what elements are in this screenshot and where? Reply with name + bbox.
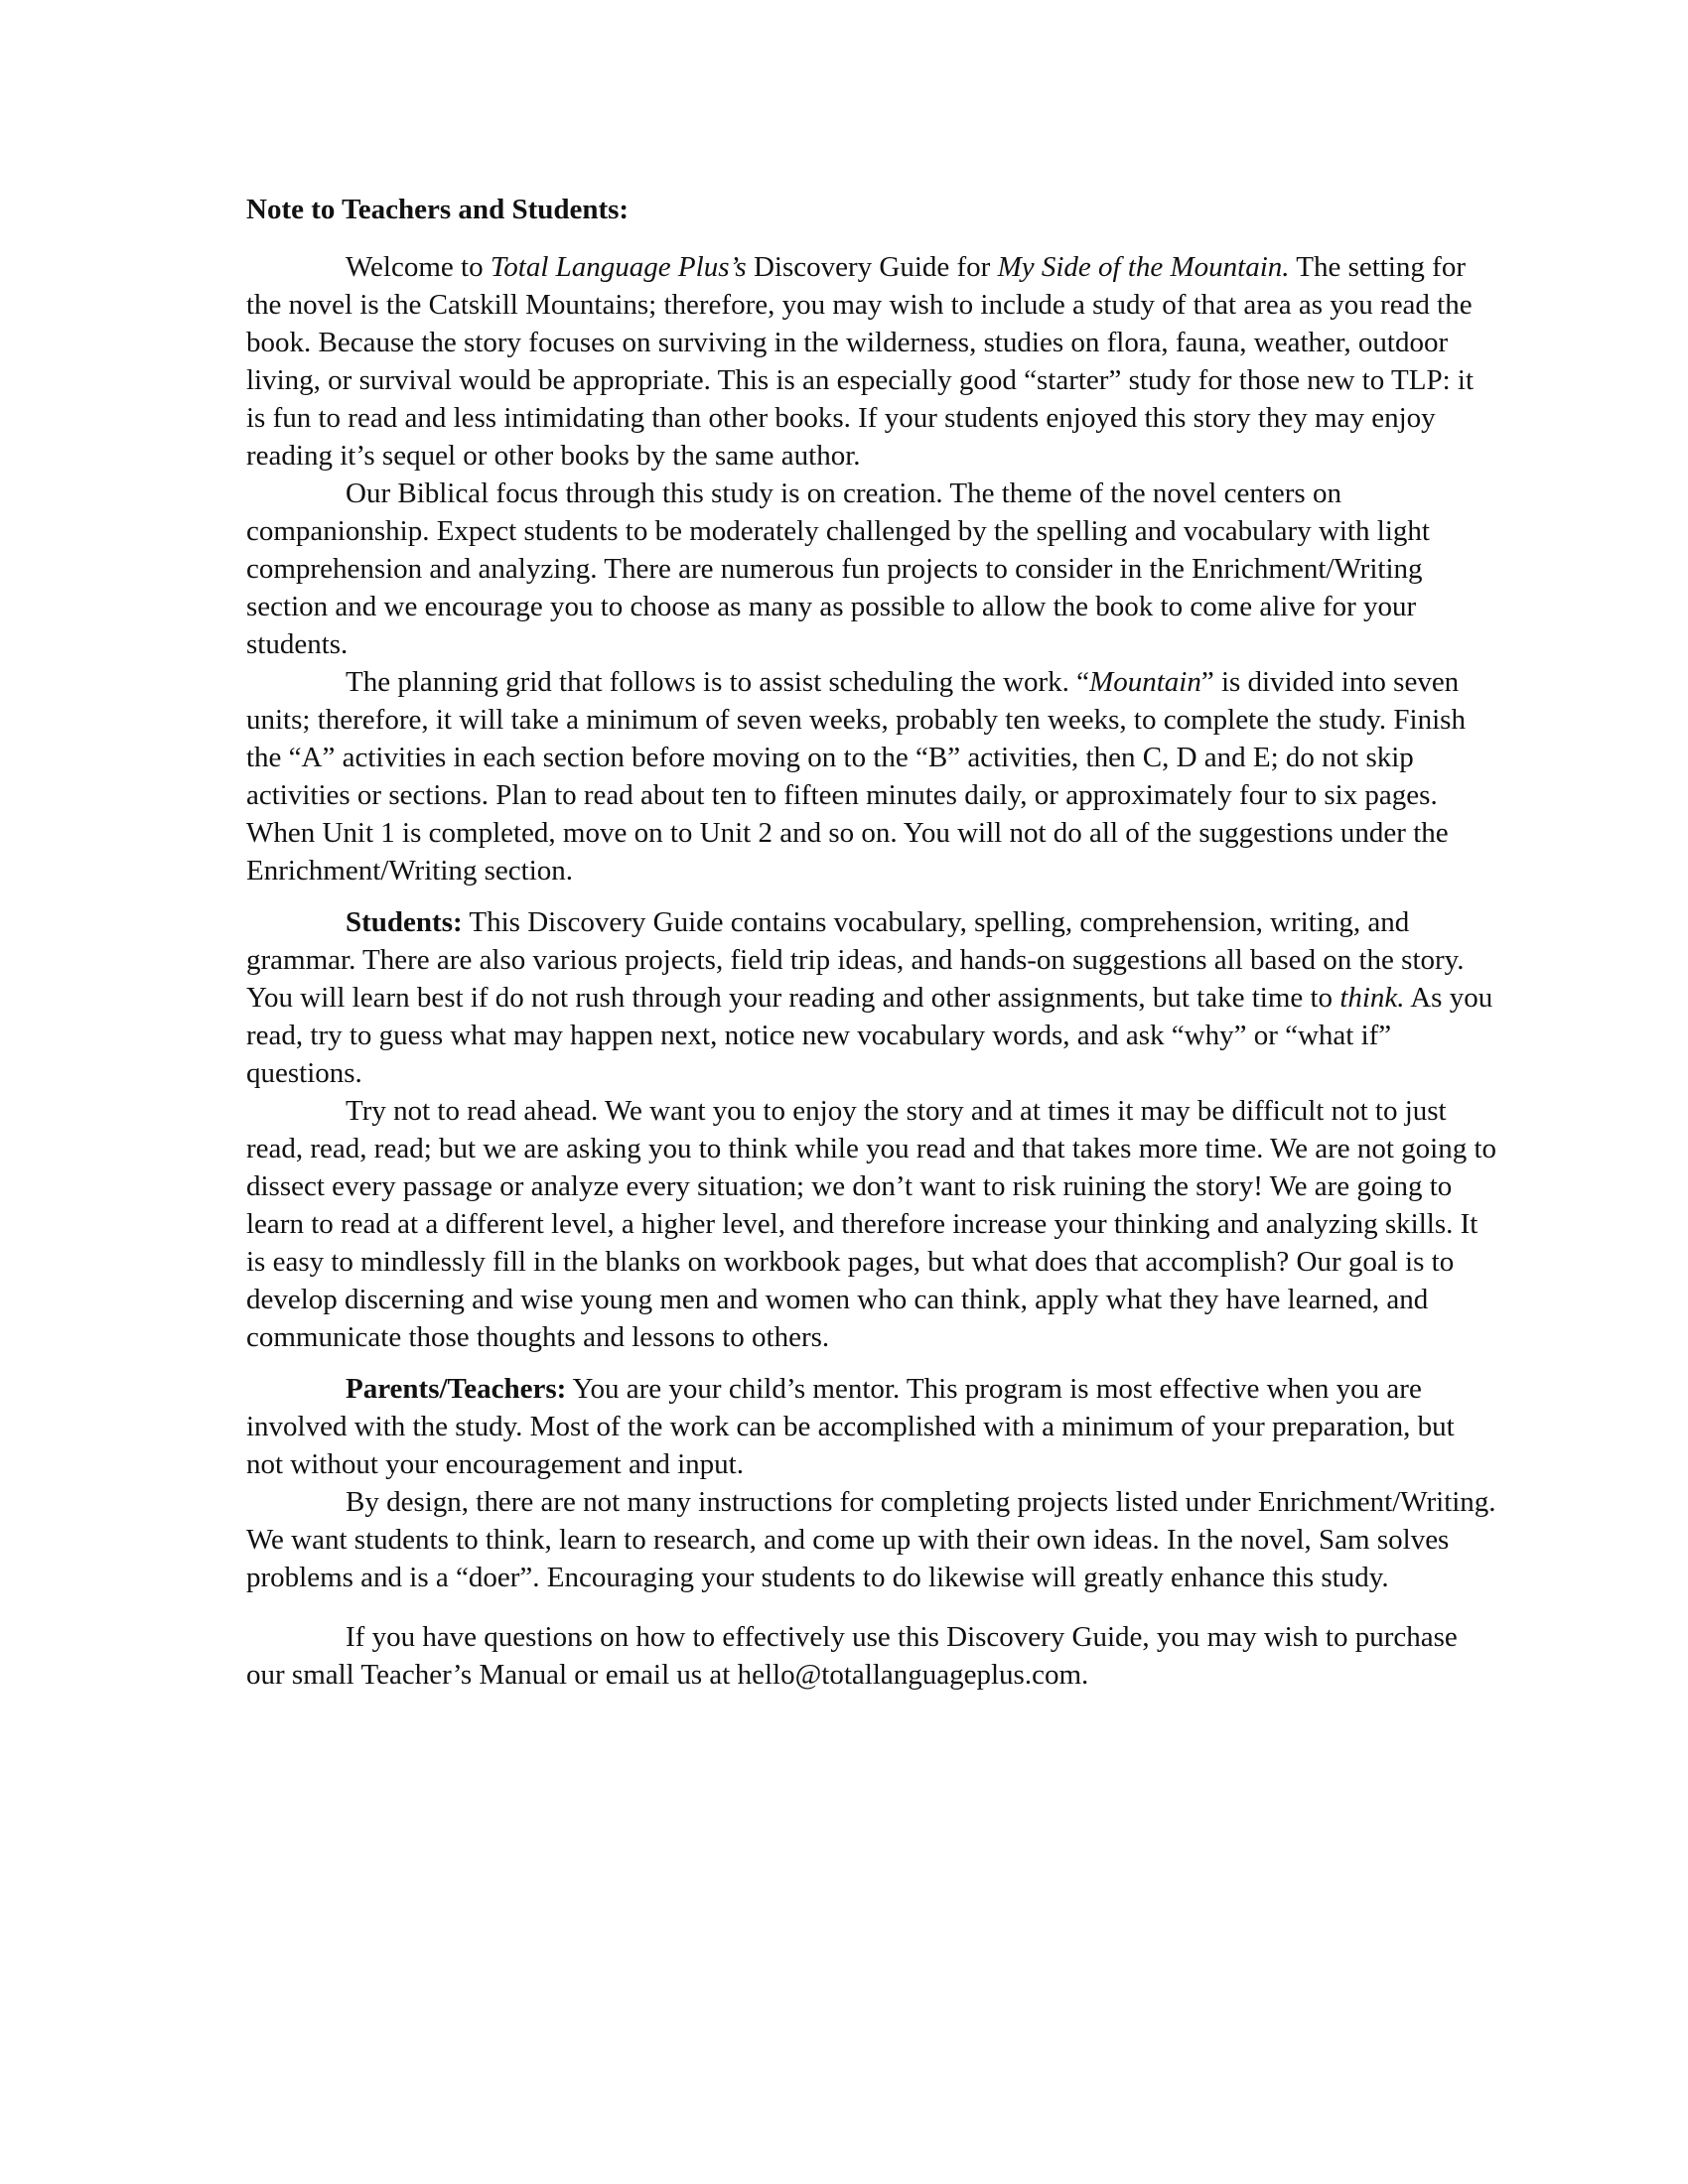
students-p1-text-a: This Discovery Guide contains vocabulary, spelling, comprehension, writing, and grammar. There are also various projects, field trip ideas, and hands-on suggestions all based on the story. You will learn best if do not rush through your reading and other assignments, but take time to xyxy=(246,906,1465,1014)
document-page xyxy=(246,191,1497,1694)
intro-p1-text-a: Welcome to xyxy=(346,251,491,283)
intro-p1-book-title: My Side of the Mountain. xyxy=(997,251,1290,283)
closing-paragraph: If you have questions on how to effectively use this Discovery Guide, you may wish to purchase our small Teacher’s Manual or email us at hello@totallanguageplus.com. xyxy=(246,1621,1458,1691)
intro-paragraph-3 xyxy=(246,663,1497,889)
intro-p1-program-title: Total Language Plus’s xyxy=(490,251,747,283)
intro-p3-text-c: ” is divided into seven units; therefore, it will take a minimum of seven weeks, probably ten weeks, to complete the study. Finish the “A” activities in each section before moving on to the “B” activities, then C, D and E; do not skip activities or sections. Plan to read about ten to fifteen minutes daily, or approximately four to six pages. When Unit 1 is completed, move on to Unit 2 and so on. You will not do all of the suggestions under the Enrichment/Writing section. xyxy=(246,666,1466,887)
intro-p3-text-a: The planning grid that follows is to assist scheduling the work. “ xyxy=(346,666,1090,698)
intro-p3-book-short-title: Mountain xyxy=(1089,666,1201,698)
page-heading: Note to Teachers and Students: xyxy=(246,194,630,225)
parents-paragraph-1 xyxy=(246,1370,1497,1483)
students-p1-emphasis: think. xyxy=(1339,982,1405,1014)
intro-paragraph-2: Our Biblical focus through this study is on creation. The theme of the novel centers on companionship. Expect students to be moderately challenged by the spelling and vocabulary with light comprehension and analyzing. There are numerous fun projects to consider in the Enrichment/Writing section and we encourage you to choose as many as possible to allow the book to come alive for your students. xyxy=(246,478,1430,660)
intro-p1-text-e: The setting for the novel is the Catskill Mountains; therefore, you may wish to include a study of that area as you read the book. Because the story focuses on surviving in the wilderness, studies on flora, fauna, weather, outdoor living, or survival would be appropriate. This is an especially good “starter” study for those new to TLP: it is fun to read and less intimidating than other books. If your students enjoyed this story they may enjoy reading it’s sequel or other books by the same author. xyxy=(246,251,1475,472)
students-paragraph-2: Try not to read ahead. We want you to enjoy the story and at times it may be difficult not to just read, read, read; but we are asking you to think while you read and that takes more time. We are not going to dissect every passage or analyze every situation; we don’t want to risk ruining the story! We are going to learn to read at a different level, a higher level, and therefore increase your thinking and analyzing skills. It is easy to mindlessly fill in the blanks on workbook pages, but what does that accomplish? Our goal is to develop discerning and wise young men and women who can think, apply what they have learned, and communicate those thoughts and lessons to others. xyxy=(246,1095,1497,1353)
students-label: Students: xyxy=(346,906,463,938)
parents-paragraph-2: By design, there are not many instructions for completing projects listed under Enrichment/Writing. We want students to think, learn to research, and come up with their own ideas. In the novel, Sam solves problems and is a “doer”. Encouraging your students to do likewise will greatly enhance this study. xyxy=(246,1486,1496,1593)
students-p1-text-c: As you read, try to guess what may happen next, notice new vocabulary words, and ask “why” or “what if” questions. xyxy=(246,982,1493,1089)
parents-p1-text: You are your child’s mentor. This program is most effective when you are involved with the study. Most of the work can be accomplished with a minimum of your preparation, but not without your encouragement and input. xyxy=(246,1373,1455,1480)
intro-p1-text-c: Discovery Guide for xyxy=(746,251,998,283)
parents-label: Parents/Teachers: xyxy=(346,1373,567,1405)
students-paragraph-1 xyxy=(246,903,1497,1092)
intro-paragraph-1 xyxy=(246,248,1497,475)
